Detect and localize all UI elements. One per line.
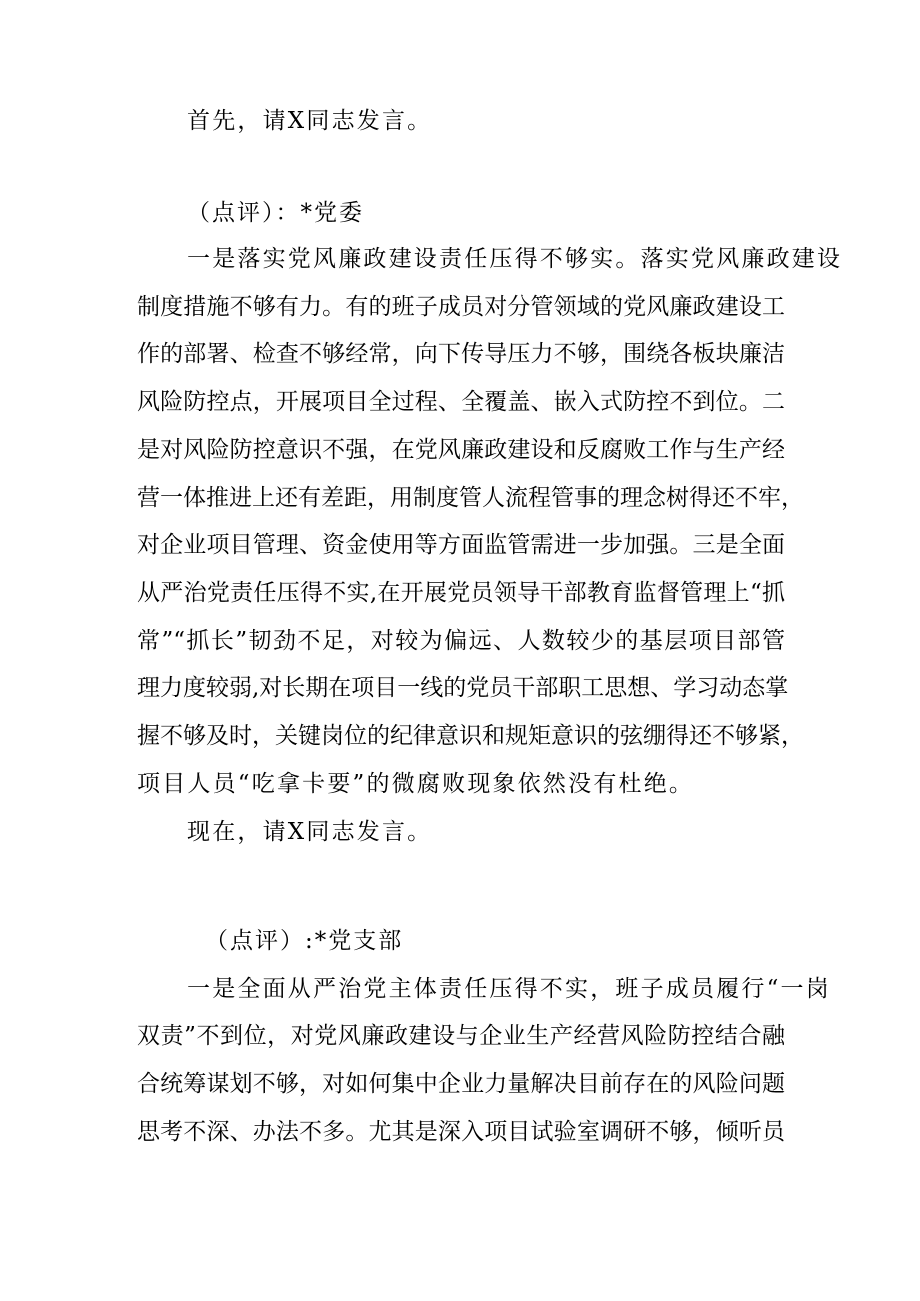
paragraph-2-line-1: 一是全面从严治党主体责任压得不实，班子成员履行“一岗: [187, 976, 831, 1002]
intro-line-1: 首先，请X同志发言。: [187, 108, 433, 134]
paragraph-1-line-3: 作的部署、检查不够经常，向下传导压力不够，围绕各板块廉洁: [137, 341, 785, 367]
paragraph-1-line-1: 一是落实党风廉政建设责任压得不够实。落实党风廉政建设: [187, 246, 843, 272]
paragraph-1-line-5: 是对风险防控意识不强，在党风廉政建设和反腐败工作与生产经: [137, 437, 785, 463]
intro-line-2: 现在，请X同志发言。: [187, 819, 433, 845]
section-heading-party-branch: （点评）:*党支部: [205, 928, 404, 954]
paragraph-1-line-2: 制度措施不够有力。有的班子成员对分管领域的党风廉政建设工: [137, 294, 785, 320]
paragraph-2-line-3: 合统筹谋划不够，对如何集中企业力量解决目前存在的风险问题: [137, 1071, 785, 1097]
paragraph-2-line-4: 思考不深、办法不多。尤其是深入项目试验室调研不够，倾听员: [137, 1119, 785, 1145]
paragraph-1-line-8: 从严治党责任压得不实,在开展党员领导干部教育监督管理上“抓: [137, 580, 785, 606]
section-heading-party-committee: （点评）：*党委: [187, 200, 364, 226]
paragraph-1-line-10: 理力度较弱,对长期在项目一线的党员干部职工思想、学习动态掌: [137, 675, 789, 701]
paragraph-1-line-11: 握不够及时，关键岗位的纪律意识和规矩意识的弦绷得还不够紧，: [137, 723, 804, 749]
paragraph-1-line-7: 对企业项目管理、资金使用等方面监管需进一步加强。三是全面: [137, 532, 785, 558]
paragraph-1-line-4: 风险防控点，开展项目全过程、全覆盖、嵌入式防控不到位。二: [137, 389, 785, 415]
paragraph-1-line-6: 营一体推进上还有差距，用制度管人流程管事的理念树得还不牢，: [137, 485, 804, 511]
paragraph-1-line-12: 项目人员“吃拿卡要”的微腐败现象依然没有杜绝。: [137, 771, 695, 797]
paragraph-1-line-9: 常”“抓长”韧劲不足，对较为偏远、人数较少的基层项目部管: [137, 628, 785, 654]
paragraph-2-line-2: 双责”不到位，对党风廉政建设与企业生产经营风险防控结合融: [137, 1023, 785, 1049]
